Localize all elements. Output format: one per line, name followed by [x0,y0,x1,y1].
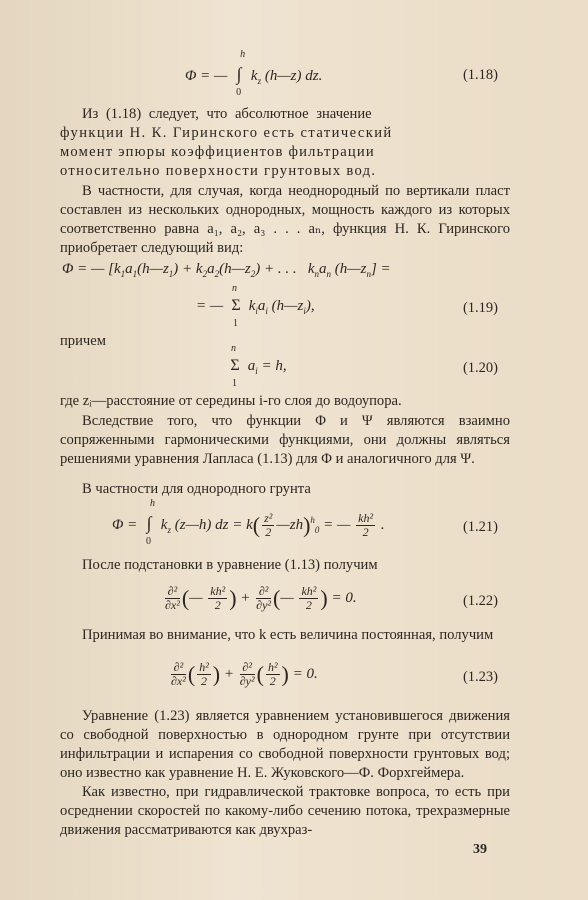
paragraph-7 [60,626,510,645]
paragraph-2 [60,182,510,258]
equation-number: (1.21) [462,519,498,535]
equation-1-19-line1: Φ = — [$k_1a_1(h—z_1)$ + $k_2a_2(h—z_2)$ + . . . $k_na_n$ $(h—z_n]$ = [62,261,391,279]
text-paragraph: Вследствие того, что функции Φ и Ψ являются взаимно сопряженными гармоническими функциями, они должны являться решениями уравнения Лапласа (1.13) для Φ и аналогичного для Ψ. [60,413,510,467]
text-paragraph: Как известно, при гидравлической трактовке вопроса, то есть при осреднении скоростей по какому-либо сечению потока, трехразмерные движения рассматриваются как двухраз- [60,784,510,838]
text-line: относительно поверхности грунтовых вод. [60,163,377,179]
text-paragraph: После подстановки в уравнение (1.13) получим [82,557,378,573]
paragraph-5 [60,480,510,499]
paragraph-9 [60,783,510,840]
equation-1-21: Φ = ∫ h 0 $k_z$ (z—h) dz = k( $\frac{\text{z²}}{2}$ —zh)$^h_0$ = — $\frac{\text{kh²}}{2}$ . [112,497,385,547]
page-number: 39 [473,842,487,857]
text-paragraph: где zᵢ—расстояние от середины i-го слоя до водоупора. [60,393,402,409]
word-prichem [60,332,510,351]
equation-number: (1.20) [462,360,498,376]
equation-1-19-line2: = — Σ n 1 $k_ia_i$ $(h—z_i)$, [196,283,315,329]
text-paragraph: В частности, для случая, когда неоднородный по вертикали пласт составлен из нескольких однородных, мощность каждого из которых соответственно равна a₁, a₂, a₃ . . . aₙ, функция Н. К. Гиринского приобретает следующий вид: [60,183,510,256]
text-line: причем [60,333,106,349]
paragraph-4 [60,412,510,469]
equation-1-23: $\frac{\text{∂²}}{\text{∂x²}}$ ( $\frac{\text{h²}}{2}$ ) + $\frac{\text{∂²}}{\text{∂y²}}$ ( $\frac{\text{h²}}{2}$ ) = 0. [171,660,318,688]
text-line: момент эпюры коэффициентов фильтрации [60,144,375,160]
equation-number: (1.18) [462,67,498,83]
text-paragraph: В частности для однородного грунта [82,481,311,497]
text-paragraph: Уравнение (1.23) является уравнением установившегося движения со свободной поверхностью в однородном грунте при отсутствии инфильтрации и испарения со свободной поверхности грунтовых вод; оно известно как уравнение Н. Е. Жуковского—Ф. Форхгеймера. [60,708,510,781]
text-line: функции Н. К. Гиринского есть статический [60,125,393,141]
paragraph-8 [60,707,510,783]
equation-number: (1.23) [462,669,498,685]
text-line: Из (1.18) следует, что абсолютное значение [82,106,372,122]
equation-1-18: Φ = — ∫ h 0 $k_z$ (h—z) dz. [185,49,323,98]
text-paragraph: Принимая во внимание, что k есть величина постоянная, получим [82,627,494,643]
equation-1-20: Σ n 1 $a_i = h$, [230,343,287,389]
equation-number: (1.22) [462,593,498,609]
equation-number: (1.19) [462,300,498,316]
paragraph-3 [60,392,510,411]
equation-1-22: $\frac{\text{∂²}}{\text{∂x²}}$ (— $\frac{\text{kh²}}{2}$ ) + $\frac{\text{∂²}}{\text{∂y²}}$ (— $\frac{\text{kh²}}{2}$ ) = 0. [165,584,357,612]
paragraph-6 [60,556,510,575]
paragraph-1 [60,105,510,181]
